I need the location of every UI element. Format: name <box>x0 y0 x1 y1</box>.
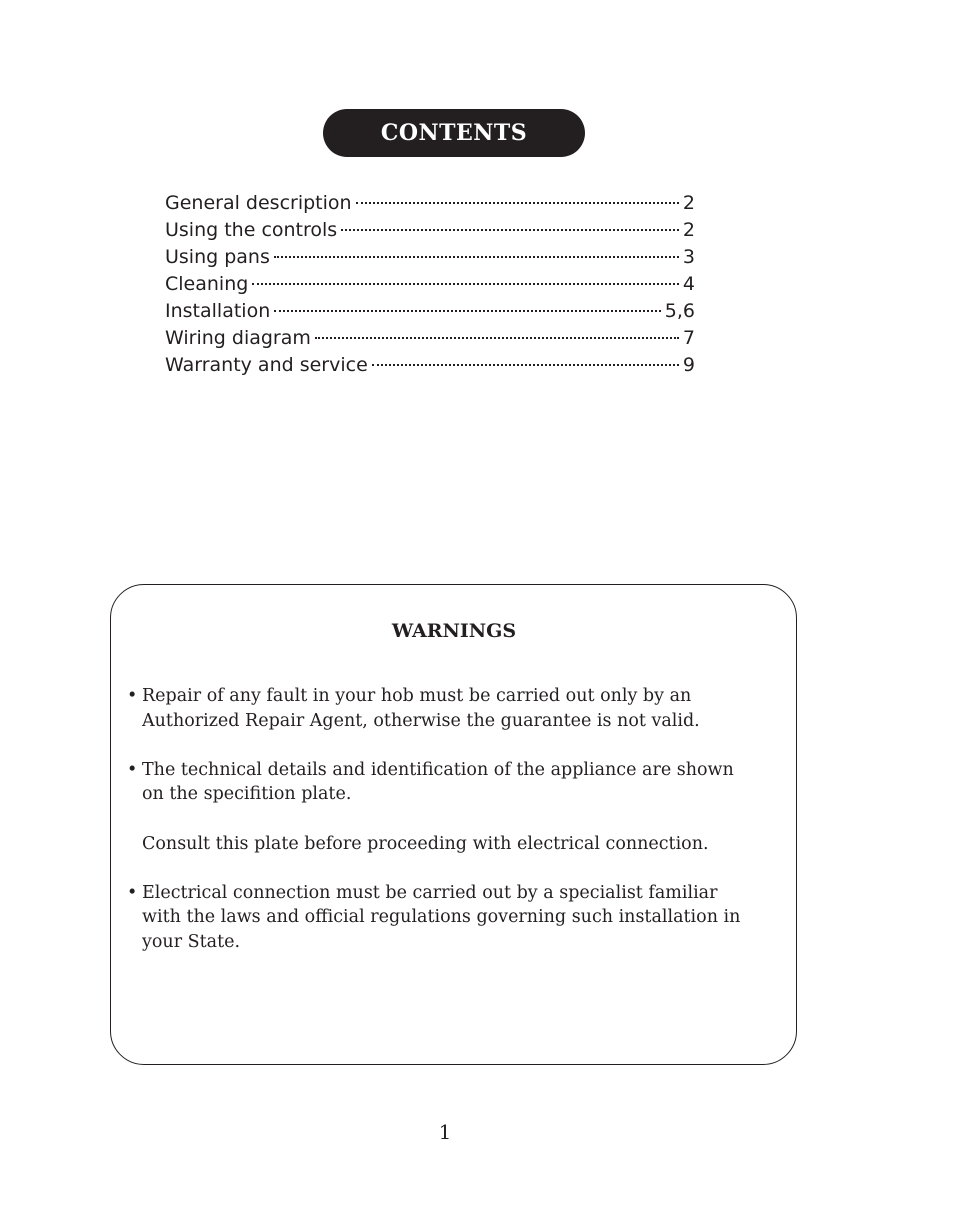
toc-entry <box>165 352 695 379</box>
toc-entry-page: 2 <box>682 192 695 214</box>
toc-entry-title: General description <box>165 192 352 214</box>
toc-entry-title: Warranty and service <box>165 354 368 376</box>
toc-leader-dots <box>341 229 679 231</box>
toc-entry-page: 4 <box>682 273 695 295</box>
toc-entry-page: 2 <box>682 219 695 241</box>
toc-entry <box>165 271 695 298</box>
toc-entry <box>165 217 695 244</box>
toc-leader-dots <box>315 337 679 339</box>
bullet-icon: • <box>127 759 138 780</box>
warning-text: Electrical connection must be carried out by a specialist familiar with the laws and official regulations governing such installation in your State. <box>142 882 741 952</box>
warning-text: Consult this plate before proceeding with electrical connection. <box>142 833 709 854</box>
toc-entry-page: 5,6 <box>664 300 695 322</box>
contents-heading-text: CONTENTS <box>380 120 528 146</box>
bullet-icon: • <box>127 686 138 706</box>
toc-entry <box>165 298 695 325</box>
toc-entry-page: 9 <box>682 354 695 376</box>
toc-entry-title: Wiring diagram <box>165 327 311 349</box>
warnings-list <box>127 684 747 955</box>
warning-item <box>127 881 747 955</box>
toc-leader-dots <box>274 310 661 312</box>
warning-note <box>127 832 747 857</box>
warning-item <box>127 758 747 807</box>
toc-entry-page: 7 <box>682 327 695 349</box>
table-of-contents <box>165 190 695 379</box>
toc-entry-title: Installation <box>165 300 271 322</box>
toc-entry-title: Using pans <box>165 246 270 268</box>
toc-leader-dots <box>356 202 679 204</box>
warning-item <box>127 684 747 733</box>
bullet-icon: • <box>127 882 138 903</box>
toc-leader-dots <box>274 256 679 258</box>
toc-entry-page: 3 <box>682 246 695 268</box>
toc-leader-dots <box>252 283 679 285</box>
toc-entry <box>165 325 695 352</box>
contents-heading <box>323 109 585 157</box>
toc-entry <box>165 190 695 217</box>
warning-text: Repair of any fault in your hob must be carried out only by an Authorized Repair Agent, otherwise the guarantee is not valid. <box>142 686 700 731</box>
toc-leader-dots <box>372 364 679 366</box>
warnings-heading: WARNINGS <box>391 620 517 642</box>
toc-entry <box>165 244 695 271</box>
warning-text: The technical details and identification of the appliance are shown on the specifition plate. <box>142 759 734 805</box>
page-number: 1 <box>438 1120 452 1144</box>
toc-entry-title: Cleaning <box>165 273 249 295</box>
toc-entry-title: Using the controls <box>165 219 338 241</box>
